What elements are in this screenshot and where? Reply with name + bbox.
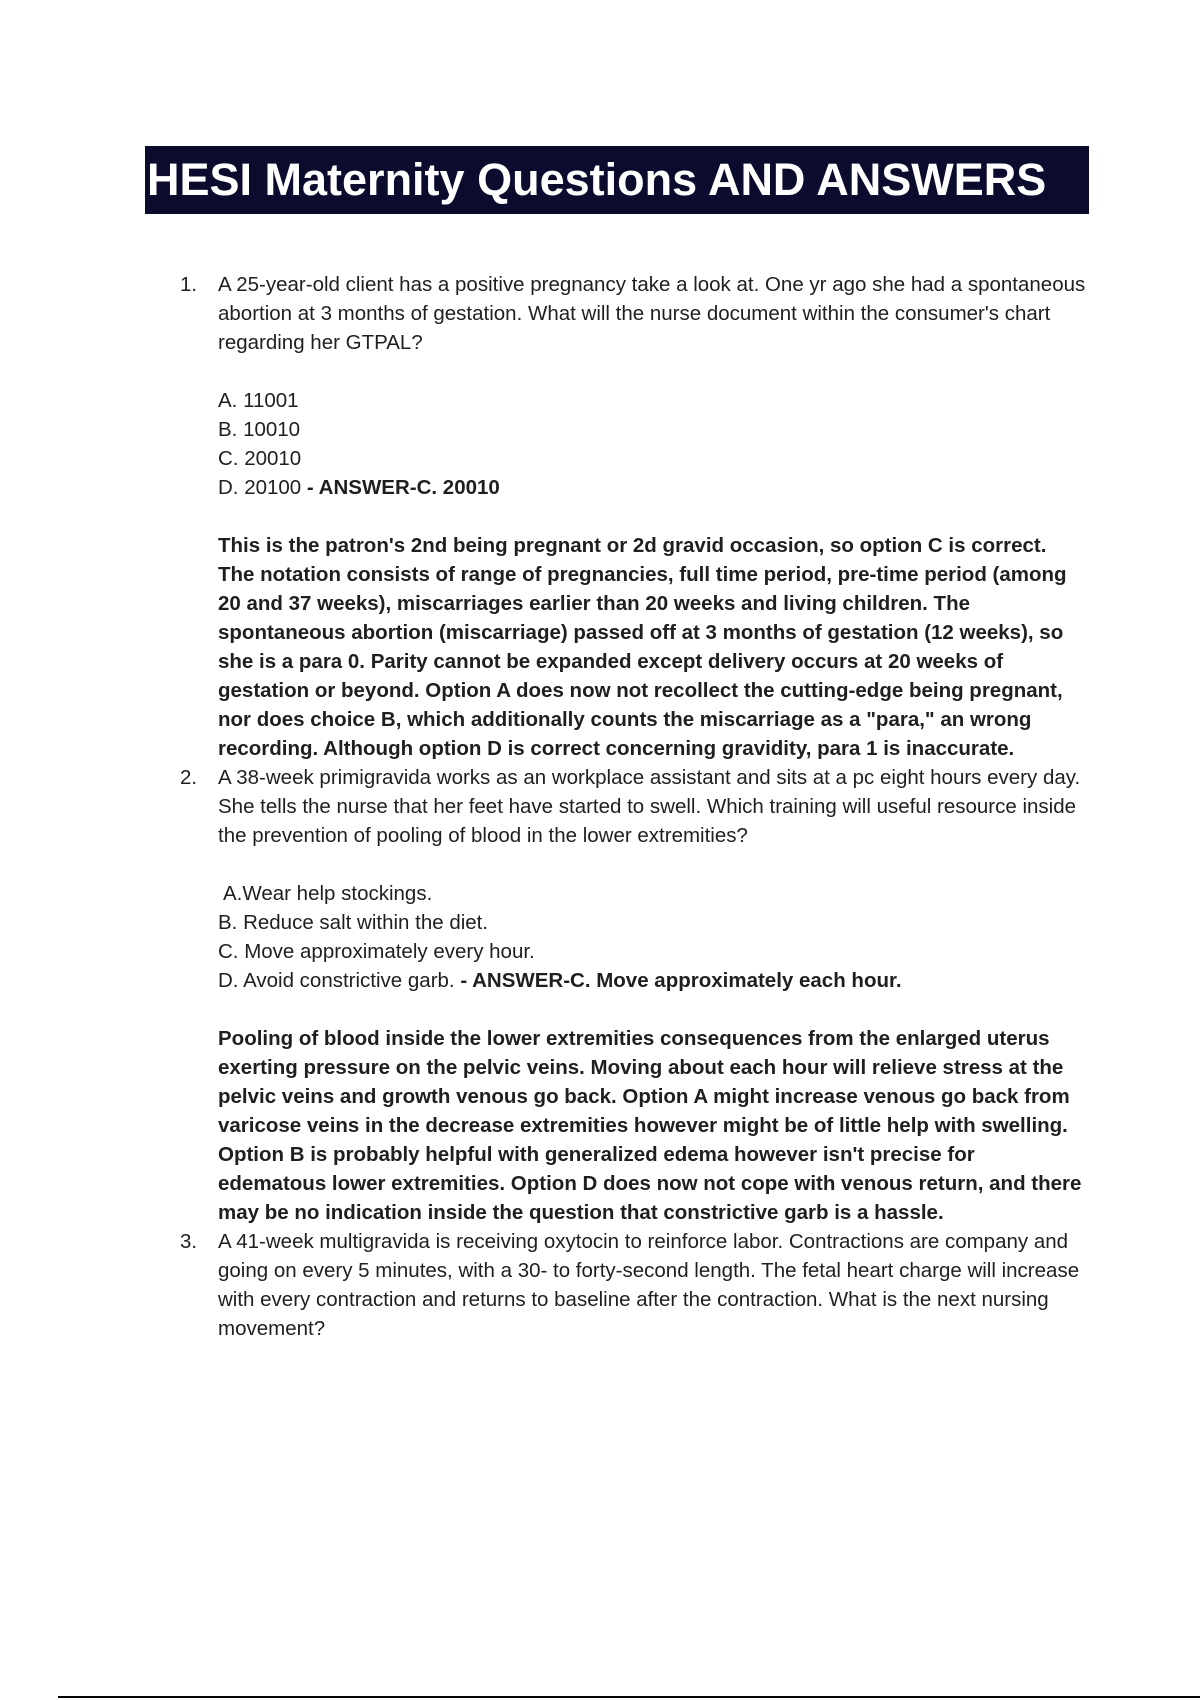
question-1	[180, 270, 1088, 763]
option-d: D. 20100	[218, 476, 302, 499]
question-number: 1.	[180, 273, 198, 296]
question-text: A 38-week primigravida works as an workplace assistant and sits at a pc eight hours every day. She tells the nurse that her feet have started to swell. Which training will useful resource inside the prevention of pooling of blood in the lower extremities?	[218, 766, 1081, 847]
question-number: 3.	[180, 1230, 198, 1253]
answer-rationale: Pooling of blood inside the lower extremities consequences from the enlarged uterus exerting pressure on the pelvic veins. Moving about each hour will relieve stress at the pelvic veins and growth venous go back. Option A might increase venous go back from varicose veins in the decrease extremities however might be of little help with swelling. Option B is probably helpful with generalized edema however isn't precise for edematous lower extremities. Option D does now not cope with venous return, and there may be no indication inside the question that constrictive garb is a hassle.	[218, 1027, 1082, 1224]
correct-answer: - ANSWER-C. Move approximately each hour.	[454, 969, 902, 992]
question-text: A 25-year-old client has a positive pregnancy take a look at. One yr ago she had a spontaneous abortion at 3 months of gestation. What will the nurse document within the consumer's chart regarding her GTPAL?	[218, 273, 1086, 354]
document-title: HESI Maternity Questions AND ANSWERS	[145, 146, 1089, 214]
answer-options	[218, 386, 1088, 502]
option-d-with-answer	[218, 473, 1088, 502]
option-b: B. Reduce salt within the diet.	[218, 911, 489, 934]
question-2	[180, 763, 1088, 1227]
option-c: C. Move approximately every hour.	[218, 940, 535, 963]
correct-answer: - ANSWER-C. 20010	[301, 476, 500, 499]
answer-rationale: This is the patron's 2nd being pregnant or 2d gravid occasion, so option C is correct. The notation consists of range of pregnancies, full time period, pre-time period (among 20 and 37 weeks), miscarriages earlier than 20 weeks and living children. The spontaneous abortion (miscarriage) passed off at 3 months of gestation (12 weeks), so she is a para 0. Parity cannot be expanded except delivery occurs at 20 weeks of gestation or beyond. Option A does now not recollect the cutting-edge being pregnant, nor does choice B, which additionally counts the miscarriage as a "para," an wrong recording. Although option D is correct concerning gravidity, para 1 is inaccurate.	[218, 534, 1067, 760]
question-list	[180, 270, 1088, 1343]
footer-divider	[58, 1696, 1200, 1698]
question-3	[180, 1227, 1088, 1343]
question-text: A 41-week multigravida is receiving oxytocin to reinforce labor. Contractions are company and going on every 5 minutes, with a 30- to forty-second length. The fetal heart charge will increase with every contraction and returns to baseline after the contraction. What is the next nursing movement?	[218, 1230, 1080, 1340]
option-a: A.Wear help stockings.	[223, 882, 433, 905]
option-d-with-answer	[218, 966, 1088, 995]
option-a: A. 11001	[218, 389, 299, 412]
answer-options	[218, 879, 1088, 995]
option-d: D. Avoid constrictive garb.	[218, 969, 455, 992]
question-number: 2.	[180, 766, 198, 789]
option-c: C. 20010	[218, 447, 302, 470]
option-b: B. 10010	[218, 418, 301, 441]
